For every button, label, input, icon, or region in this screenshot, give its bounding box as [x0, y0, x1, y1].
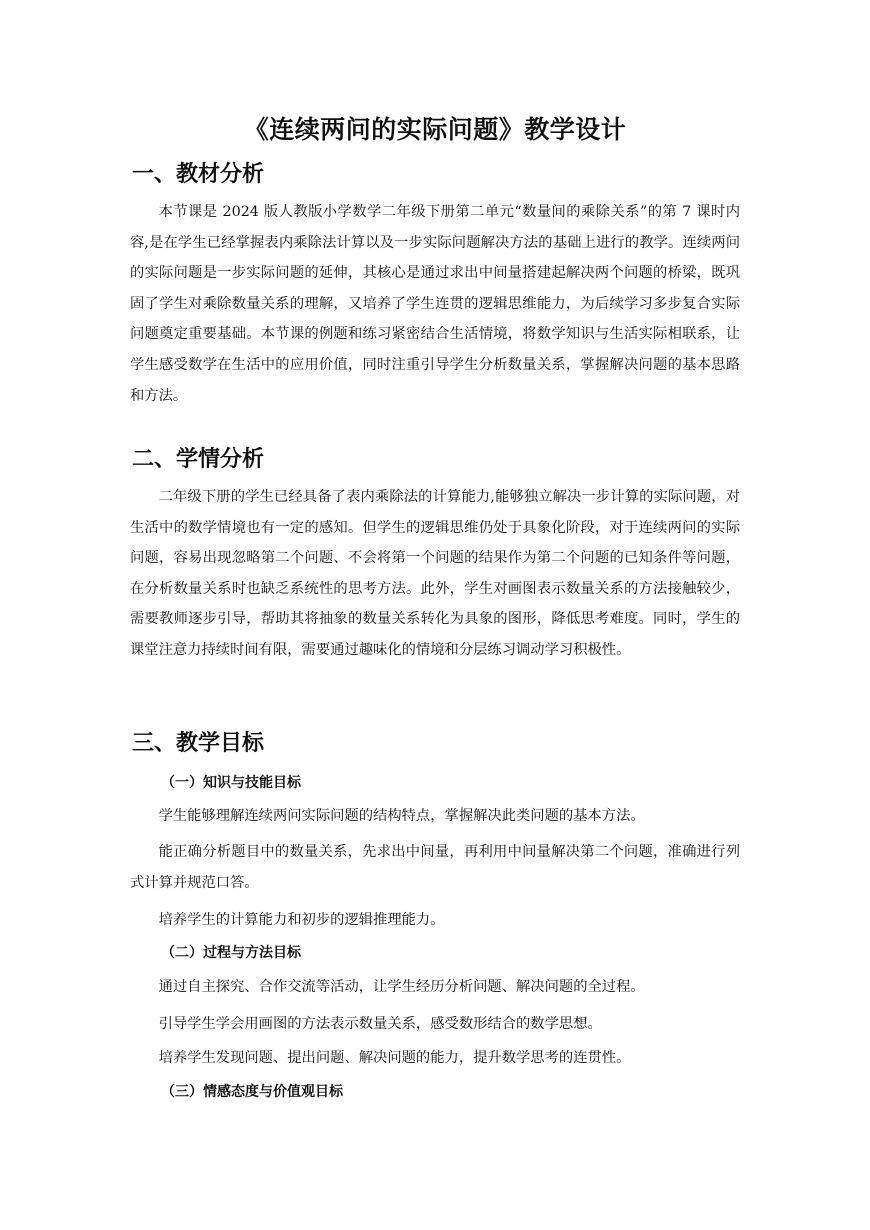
goal-item: 通过自主探究、合作交流等活动，让学生经历分析问题、解决问题的全过程。 — [158, 979, 645, 995]
goal-item: 培养学生的计算能力和初步的逻辑推理能力。 — [158, 912, 445, 928]
section-heading-learner-analysis: 二、学情分析 — [132, 447, 265, 472]
subsection-heading-knowledge-skills: （一）知识与技能目标 — [161, 775, 301, 791]
section-paragraph-textbook-analysis: 本节课是 2024 版人教版小学数学二年级下册第二单元“数量间的乘除关系”的第 7 课时内容,是在学生已经掌握表内乘除法计算以及一步实际问题解决方法的基础上进行的教学。连续两问的实际问题是一步实际问题的延伸，其核心是通过求出中间量搭建起解决两个问题的桥梁，既巩固了学生对乘除数量关系的理解，又培养了学生连贯的逻辑思维能力，为后续学习多步复合实际问题奠定重要基础。本节课的例题和练习紧密结合生活情境，将数学知识与生活实际相联系，让学生感受数学在生活中的应用价值，同时注重引导学生分析数量关系，掌握解决问题的基本思路和方法。 — [130, 204, 740, 404]
section-heading-textbook-analysis: 一、教材分析 — [132, 162, 265, 187]
section-heading-teaching-goals: 三、教学目标 — [132, 731, 265, 756]
goal-item: 引导学生学会用画图的方法表示数量关系，感受数形结合的数学思想。 — [158, 1016, 602, 1032]
goal-item: 能正确分析题目中的数量关系，先求出中间量，再利用中间量解决第二个问题，准确进行列式计算并规范口答。 — [130, 844, 740, 891]
goal-item: 培养学生发现问题、提出问题、解决问题的能力，提升数学思考的连贯性。 — [158, 1050, 631, 1066]
document-title: 《连续两问的实际问题》教学设计 — [243, 115, 627, 144]
goal-item: 学生能够理解连续两问实际问题的结构特点，掌握解决此类问题的基本方法。 — [158, 808, 645, 824]
section-paragraph-learner-analysis: 二年级下册的学生已经具备了表内乘除法的计算能力,能够独立解决一步计算的实际问题，对生活中的数学情境也有一定的感知。但学生的逻辑思维仍处于具象化阶段，对于连续两问的实际问题，容易出现忽略第二个问题、不会将第一个问题的结果作为第二个问题的已知条件等问题，在分析数量关系时也缺乏系统性的思考方法。此外，学生对画图表示数量关系的方法接触较少，需要教师逐步引导，帮助其将抽象的数量关系转化为具象的图形，降低思考难度。同时，学生的课堂注意力持续时间有限，需要通过趣味化的情境和分层练习调动学习积极性。 — [130, 489, 740, 658]
subsection-heading-process-methods: （二）过程与方法目标 — [161, 945, 301, 961]
subsection-heading-emotional-values: （三）情感态度与价值观目标 — [161, 1084, 343, 1100]
